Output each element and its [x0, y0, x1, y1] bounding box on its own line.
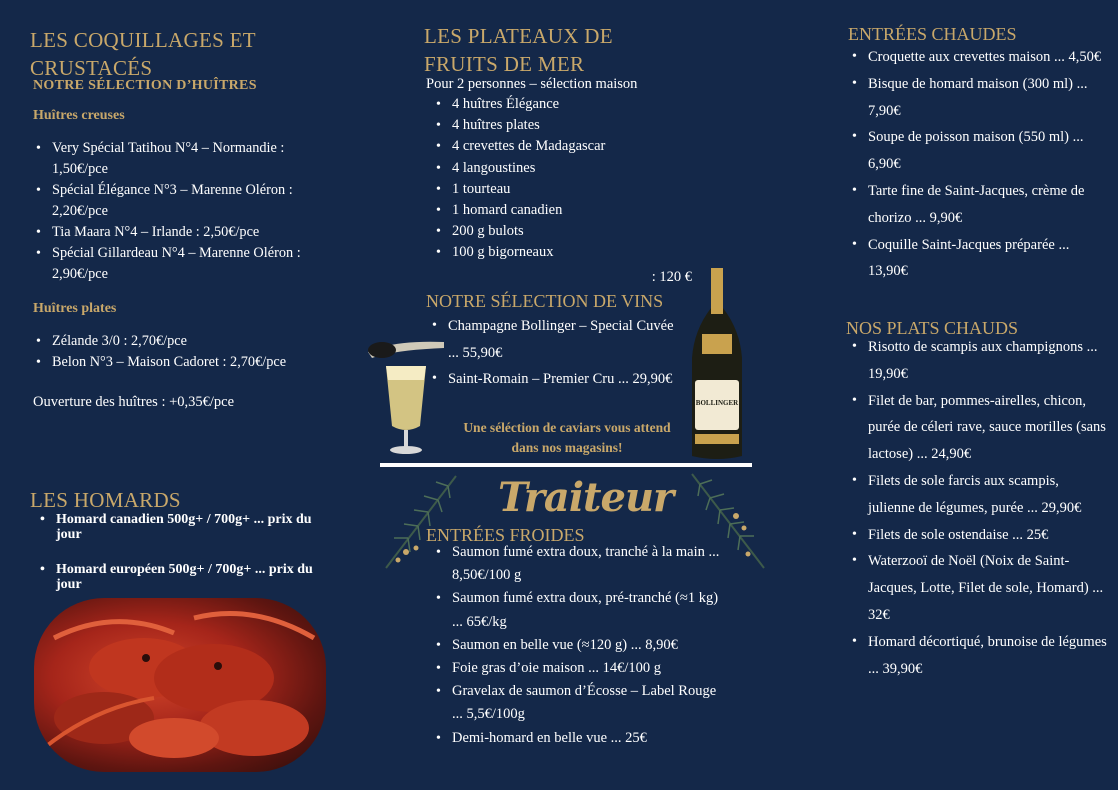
list-item: • 1 homard canadien [430, 200, 754, 221]
list-item: • Saumon fumé extra doux, tranché à la main ... 8,50€/100 g [430, 541, 730, 587]
platter-intro: Pour 2 personnes – sélection maison [426, 76, 638, 92]
list-item: • Bisque de homard maison (300 ml) ... 7,90€ [846, 71, 1106, 125]
cupped-oysters-list [30, 138, 330, 285]
list-item: • Gravelax de saumon d’Écosse – Label Rouge ... 5,5€/100g [430, 680, 730, 726]
hot-starters-list [846, 44, 1106, 285]
list-item: • 100 g bigorneaux [430, 242, 754, 263]
section-divider [380, 463, 752, 467]
lobster-illustration [34, 598, 326, 772]
list-item: • Filet de bar, pommes-airelles, chicon, purée de céleri rave, sauce morilles (sans lactose) ... 24,90€ [846, 388, 1108, 468]
list-item: • Champagne Bollinger – Special Cuvée ... 55,90€ [426, 313, 676, 366]
list-item: • Homard décortiqué, brunoise de légumes ... 39,90€ [846, 629, 1108, 683]
list-item: • Saumon en belle vue (≈120 g) ... 8,90€ [430, 634, 730, 657]
hot-starters-title: ENTRÉES CHAUDES [848, 24, 1017, 44]
list-item: • 4 crevettes de Madagascar [430, 136, 754, 157]
wines-list [426, 313, 676, 393]
shellfish-section [30, 26, 330, 411]
seafood-platters-section [424, 22, 754, 286]
champagne-bottle-icon [688, 268, 746, 460]
hot-dishes-list [846, 334, 1108, 682]
flat-oysters-title: Huîtres plates [33, 301, 117, 316]
list-item: • Saumon fumé extra doux, pré-tranché (≈1 kg) ... 65€/kg [430, 587, 730, 633]
list-item: • Saint-Romain – Premier Cru ... 29,90€ [426, 366, 676, 393]
champagne-glass-icon [364, 330, 448, 458]
list-item: • Demi-homard en belle vue ... 25€ [430, 727, 730, 750]
wines-title: NOTRE SÉLECTION DE VINS [426, 291, 664, 311]
lobster-photo [34, 598, 326, 772]
shellfish-title: LES COQUILLAGES ET CRUSTACÉS [30, 28, 256, 80]
list-item: • Tarte fine de Saint-Jacques, crème de chorizo ... 9,90€ [846, 178, 1106, 232]
platter-items-list [430, 94, 754, 264]
bottle-label: BOLLINGER [695, 399, 739, 407]
cold-starters-list [430, 541, 730, 750]
list-item: • 1 tourteau [430, 179, 754, 200]
oyster-selection-title: NOTRE SÉLECTION D’HUÎTRES [33, 78, 257, 93]
oyster-opening-price: Ouverture des huîtres : +0,35€/pce [33, 394, 235, 410]
list-item: • Waterzooï de Noël (Noix de Saint-Jacques, Lotte, Filet de sole, Homard) ... 32€ [846, 548, 1108, 628]
list-item: • Belon N°3 – Maison Cadoret : 2,70€/pce [30, 352, 330, 373]
list-item: • 4 langoustines [430, 158, 754, 179]
list-item: • 200 g bulots [430, 221, 754, 242]
list-item: • Soupe de poisson maison (550 ml) ... 6,90€ [846, 124, 1106, 178]
platters-title: LES PLATEAUX DE FRUITS DE MER [424, 24, 613, 76]
list-item: • 4 huîtres plates [430, 115, 754, 136]
list-item: • Risotto de scampis aux champignons ... 19,90€ [846, 334, 1108, 388]
list-item: • Foie gras d’oie maison ... 14€/100 g [430, 657, 730, 680]
list-item: • Filets de sole ostendaise ... 25€ [846, 522, 1108, 549]
caviar-note: Une séléction de caviars vous attend dans nos magasins! [463, 420, 671, 455]
platter-price: : 120 € [651, 268, 692, 285]
list-item: • Filets de sole farcis aux scampis, julienne de légumes, purée ... 29,90€ [846, 468, 1108, 522]
list-item: • 4 huîtres Élégance [430, 94, 754, 115]
list-item: • Zélande 3/0 : 2,70€/pce [30, 331, 330, 352]
list-item: • Coquille Saint-Jacques préparée ... 13,90€ [846, 232, 1106, 286]
lobsters-list [34, 512, 324, 612]
lobsters-title: LES HOMARDS [30, 488, 181, 512]
list-item: • Tia Maara N°4 – Irlande : 2,50€/pce [30, 222, 330, 243]
cold-starters-title: ENTRÉES FROIDES [426, 525, 585, 545]
list-item: • Very Spécial Tatihou N°4 – Normandie : 1,50€/pce [30, 138, 330, 180]
flat-oysters-list [30, 331, 330, 373]
list-item: • Spécial Gillardeau N°4 – Marenne Oléron : 2,90€/pce [30, 243, 330, 285]
list-item: • Croquette aux crevettes maison ... 4,50€ [846, 44, 1106, 71]
cupped-oysters-title: Huîtres creuses [33, 108, 125, 123]
list-item: • Homard canadien 500g+ / 700g+ ... prix du jour [34, 512, 324, 542]
list-item: • Spécial Élégance N°3 – Marenne Oléron : 2,20€/pce [30, 180, 330, 222]
list-item: • Homard européen 500g+ / 700g+ ... prix du jour [34, 562, 324, 592]
hot-dishes-title: NOS PLATS CHAUDS [846, 318, 1019, 338]
traiteur-title: Traiteur [498, 474, 674, 521]
